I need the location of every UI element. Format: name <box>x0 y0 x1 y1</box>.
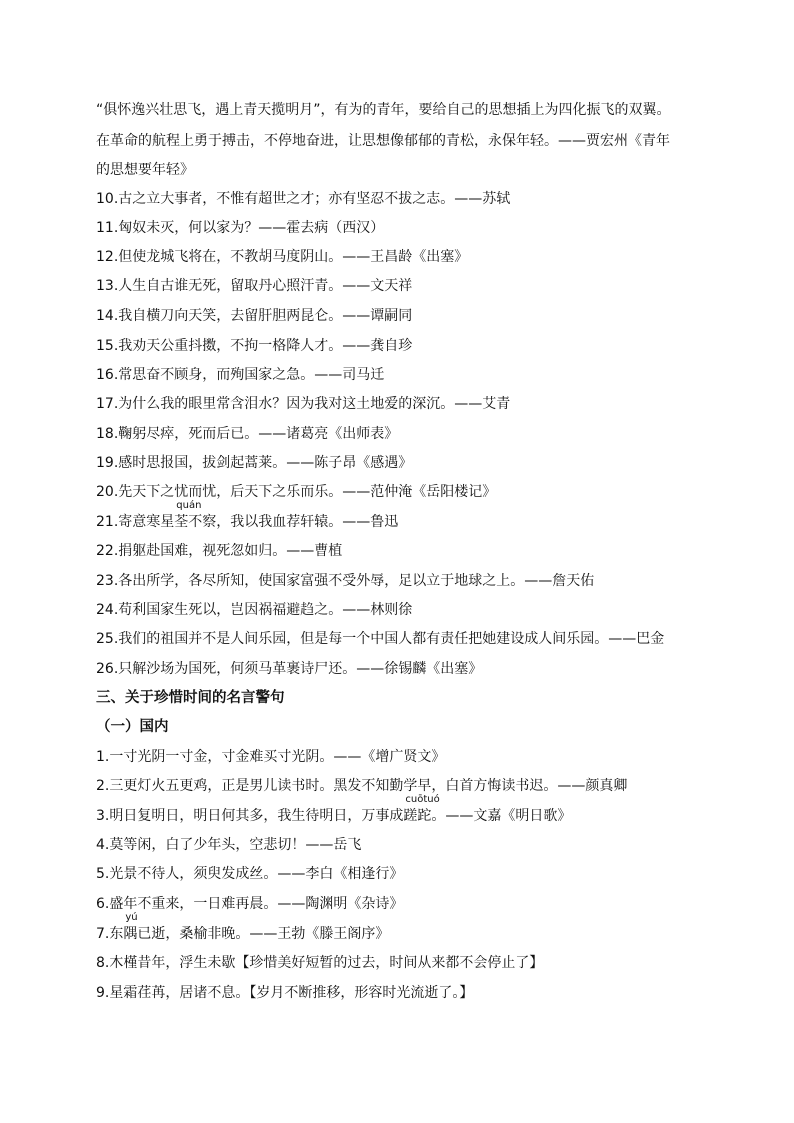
ruby-annotated-word <box>174 500 202 532</box>
quote-line: 26.只解沙场为国死，何须马革裹诗尸还。——徐锡麟《出塞》 <box>96 661 483 677</box>
quote-line: 18.鞠躬尽瘁，死而后已。——诸葛亮《出师表》 <box>96 426 399 442</box>
ruby-annotated-word <box>123 912 138 944</box>
quote-line: 1.一寸光阴一寸金，寸金难买寸光阴。——《增广贤文》 <box>96 749 446 765</box>
quote-line: 13.人生自古谁无死，留取丹心照汗青。——文天祥 <box>96 278 413 294</box>
quote-line: 9.星霜荏苒，居诸不息。【岁月不断推移，形容时光流逝了。】 <box>96 985 474 1001</box>
quote-line: 11.匈奴未灭，何以家为？——霍去病（西汉） <box>96 220 385 236</box>
quote-text: 21.寄意寒星 <box>96 514 175 530</box>
annotated-char: 荃 <box>174 514 189 530</box>
quote-line: 24.苟利国家生死以，岂因祸福避趋之。——林则徐 <box>96 602 413 618</box>
quote-line: 2.三更灯火五更鸡，正是男儿读书时。黑发不知勤学早，白首方悔读书迟。——颜真卿 <box>96 778 628 794</box>
text-line: 在革命的航程上勇于搏击，不停地奋进，让思想像郁郁的青松，永保年轻。——贾宏州《青年 <box>96 133 670 149</box>
quote-text: 7.东 <box>96 926 124 942</box>
quote-line: 10.古之立大事者，不惟有超世之才；亦有坚忍不拔之志。——苏轼 <box>96 191 511 207</box>
quote-text: 不察，我以我血荐轩辕。——鲁迅 <box>188 514 399 530</box>
quote-line: 14.我自横刀向天笑，去留肝胆两昆仑。——谭嗣同 <box>96 308 413 324</box>
quote-line-with-pinyin <box>96 912 716 944</box>
quote-line: 15.我劝天公重抖擞，不拘一格降人才。——龚自珍 <box>96 338 413 354</box>
ruby-annotated-word <box>403 794 440 826</box>
quote-line: 8.木槿昔年，浮生未歇【珍惜美好短暂的过去，时间从来都不会停止了】 <box>96 955 544 971</box>
quote-line-with-pinyin <box>96 500 716 532</box>
sub-heading: （一）国内 <box>96 719 169 735</box>
pinyin-annotation: yú <box>125 912 138 923</box>
quote-text: 已逝，桑榆非晚。——王勃《滕王阁序》 <box>137 926 390 942</box>
quote-line: 16.常思奋不顾身，而殉国家之急。——司马迁 <box>96 367 385 383</box>
quote-line: 25.我们的祖国并不是人间乐园，但是每一个中国人都有责任把她建设成人间乐园。——巴金 <box>96 631 665 647</box>
quote-line: 19.感时思报国，拔剑起蒿莱。——陈子昂《感遇》 <box>96 455 413 471</box>
quote-line: 12.但使龙城飞将在，不教胡马度阴山。——王昌龄《出塞》 <box>96 249 469 265</box>
quote-line: 6.盛年不重来，一日难再晨。——陶渊明《杂诗》 <box>96 896 404 912</box>
quote-line: 17.为什么我的眼里常含泪水？因为我对这土地爱的深沉。——艾青 <box>96 396 511 412</box>
quote-line: 22.捐躯赴国难，视死忽如归。——曹植 <box>96 543 343 559</box>
quote-text: 。——文嘉《明日歌》 <box>431 808 572 824</box>
quote-line: 4.莫等闲，白了少年头，空悲切！——岳飞 <box>96 837 362 853</box>
quote-line: 5.光景不待人，须臾发成丝。——李白《相逢行》 <box>96 866 404 882</box>
pinyin-annotation: quán <box>176 500 202 511</box>
quote-line-with-pinyin <box>96 794 716 826</box>
quote-line: 20.先天下之忧而忧，后天下之乐而乐。——范仲淹《岳阳楼记》 <box>96 484 497 500</box>
quote-text: 3.明日复明日，明日何其多，我生待明日，万事成 <box>96 808 404 824</box>
section-heading: 三、关于珍惜时间的名言警句 <box>96 690 285 706</box>
text-line: “俱怀逸兴壮思飞，遇上青天揽明月”，有为的青年，要给自己的思想插上为四化振飞的双翼。 <box>96 102 671 118</box>
text-line: 的思想要年轻》 <box>96 162 194 178</box>
annotated-char: 隅 <box>123 926 138 942</box>
quote-line: 23.各出所学，各尽所知，使国家富强不受外辱，足以立于地球之上。——詹天佑 <box>96 573 595 589</box>
annotated-char: 蹉跎 <box>403 808 432 824</box>
pinyin-annotation: cuōtuó <box>405 794 440 805</box>
